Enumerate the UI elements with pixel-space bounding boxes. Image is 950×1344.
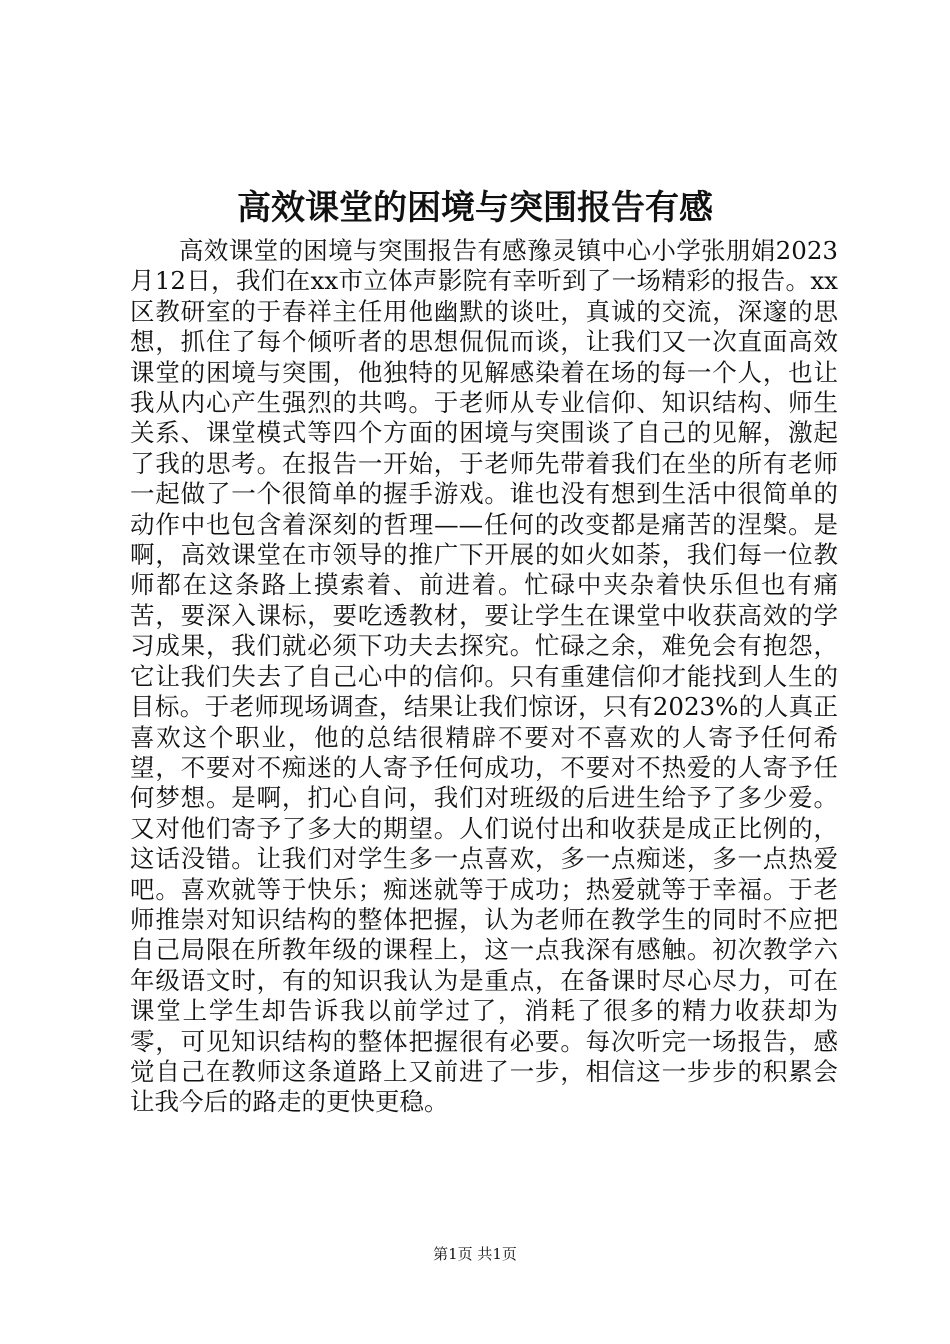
page-number-footer: 第1页 共1页 — [433, 1245, 517, 1263]
document-body-paragraph: 高效课堂的困境与突围报告有感豫灵镇中心小学张朋娟2023月12日，我们在xx市立体声影院有幸听到了一场精彩的报告。xx区教研室的于春祥主任用他幽默的谈吐，真诚的交流，深邃的思想，抓住了每个倾听者的思想侃侃而谈，让我们又一次直面高效课堂的困境与突围，他独特的见解感染着在场的每一个人，也让我从内心产生强烈的共鸣。于老师从专业信仰、知识结构、师生关系、课堂模式等四个方面的困境与突围谈了自己的见解，激起了我的思考。在报告一开始，于老师先带着我们在坐的所有老师一起做了一个很简单的握手游戏。谁也没有想到生活中很简单的动作中也包含着深刻的哲理——任何的改变都是痛苦的涅槃。是啊，高效课堂在市领导的推广下开展的如火如荼，我们每一位教师都在这条路上摸索着、前进着。忙碌中夹杂着快乐但也有痛苦，要深入课标，要吃透教材，要让学生在课堂中收获高效的学习成果，我们就必须下功夫去探究。忙碌之余，难免会有抱怨，它让我们失去了自己心中的信仰。只有重建信仰才能找到人生的目标。于老师现场调查，结果让我们惊讶，只有2023%的人真正喜欢这个职业，他的总结很精辟不要对不喜欢的人寄予任何希望，不要对不痴迷的人寄予任何成功，不要对不热爱的人寄予任何梦想。是啊，扪心自问，我们对班级的后进生给予了多少爱。又对他们寄予了多大的期望。人们说付出和收获是成正比例的，这话没错。让我们对学生多一点喜欢，多一点痴迷，多一点热爱吧。喜欢就等于快乐；痴迷就等于成功；热爱就等于幸福。于老师推崇对知识结构的整体把握，认为老师在教学生的同时不应把自己局限在所教年级的课程上，这一点我深有感触。初次教学六年级语文时，有的知识我认为是重点，在备课时尽心尽力，可在课堂上学生却告诉我以前学过了，消耗了很多的精力收获却为零，可见知识结构的整体把握很有必要。每次听完一场报告，感觉自己在教师这条道路上又前进了一步，相信这一步步的积累会让我今后的路走的更快更稳。 — [130, 236, 838, 1117]
document-title: 高效课堂的困境与突围报告有感 — [237, 188, 713, 228]
